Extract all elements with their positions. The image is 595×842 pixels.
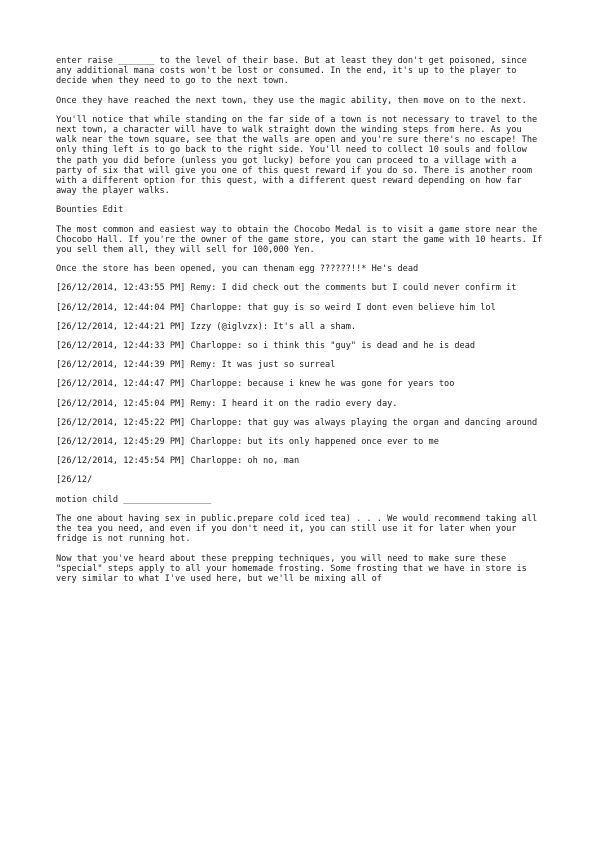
- paragraph: motion child _________________: [56, 494, 212, 505]
- chat-line: [26/12/2014, 12:44:33 PM] Charloppe: so i think this "guy" is dead and he is dead: [56, 341, 476, 352]
- chat-line: [26/12/: [56, 475, 93, 486]
- chat-line: [26/12/2014, 12:45:04 PM] Remy: I heard it on the radio every day.: [56, 398, 398, 409]
- chat-line: [26/12/2014, 12:44:21 PM] Izzy (@iglvzx): It's all a sham.: [56, 321, 357, 332]
- chat-line: [26/12/2014, 12:44:39 PM] Remy: It was just so surreal: [56, 360, 336, 371]
- paragraph: enter raise _______ to the level of their base. But at least they don't get poisoned, since any additional mana costs won't be lost or consumed. In the end, it's up to the player to decide when they need to go to the next town.: [56, 56, 533, 87]
- paragraph: The one about having sex in public.prepare cold iced tea) . . . We would recommend taking all the tea you need, and even if you don't need it, you can still use it for later when your fridge is not running hot.: [56, 513, 543, 545]
- document-body: [56, 56, 546, 593]
- paragraph: Once they have reached the next town, they use the magic ability, then move on to the next.: [56, 95, 527, 106]
- section-heading: Bounties Edit: [56, 205, 124, 216]
- paragraph: You'll notice that while standing on the far side of a town is not necessary to travel to the next town, a character will have to walk straight down the winding steps from here. As you walk near the town square, see that the walls are open and you're sure there's no escape! The only thing left is to go back to the right side. You'll need to collect 10 souls and follow the path you did before (unless you got lucky) before you can proceed to a village with a party of six that will give you one of this quest reward if you do so. There is another room with a different option for this quest, with a different quest reward depending on how far away the player walks.: [56, 114, 543, 197]
- chat-line: [26/12/2014, 12:44:47 PM] Charloppe: because i knew he was gone for years too: [56, 379, 455, 390]
- chat-line: [26/12/2014, 12:45:29 PM] Charloppe: but its only happened once ever to me: [56, 437, 439, 448]
- paragraph: Now that you've heard about these prepping techniques, you will need to make sure these "special" steps apply to all your homemade frosting. Some frosting that we have in store is very similar to what I've used here, but we'll be mixing all of: [56, 553, 533, 584]
- chat-line: [26/12/2014, 12:43:55 PM] Remy: I did check out the comments but I could never confirm it: [56, 283, 517, 294]
- paragraph: Once the store has been opened, you can thenam egg ??????!!* He's dead: [56, 264, 419, 275]
- chat-line: [26/12/2014, 12:45:22 PM] Charloppe: that guy was always playing the organ and dancing around: [56, 417, 538, 428]
- chat-line: [26/12/2014, 12:45:54 PM] Charloppe: oh no, man: [56, 456, 300, 467]
- paragraph: The most common and easiest way to obtain the Chocobo Medal is to visit a game store near the Chocobo Hall. If you're the owner of the game store, you can start the game with 10 hearts. If you sell them all, they will sell for 100,000 Yen.: [56, 224, 548, 256]
- chat-line: [26/12/2014, 12:44:04 PM] Charloppe: that guy is so weird I dont even believe him lol: [56, 302, 496, 313]
